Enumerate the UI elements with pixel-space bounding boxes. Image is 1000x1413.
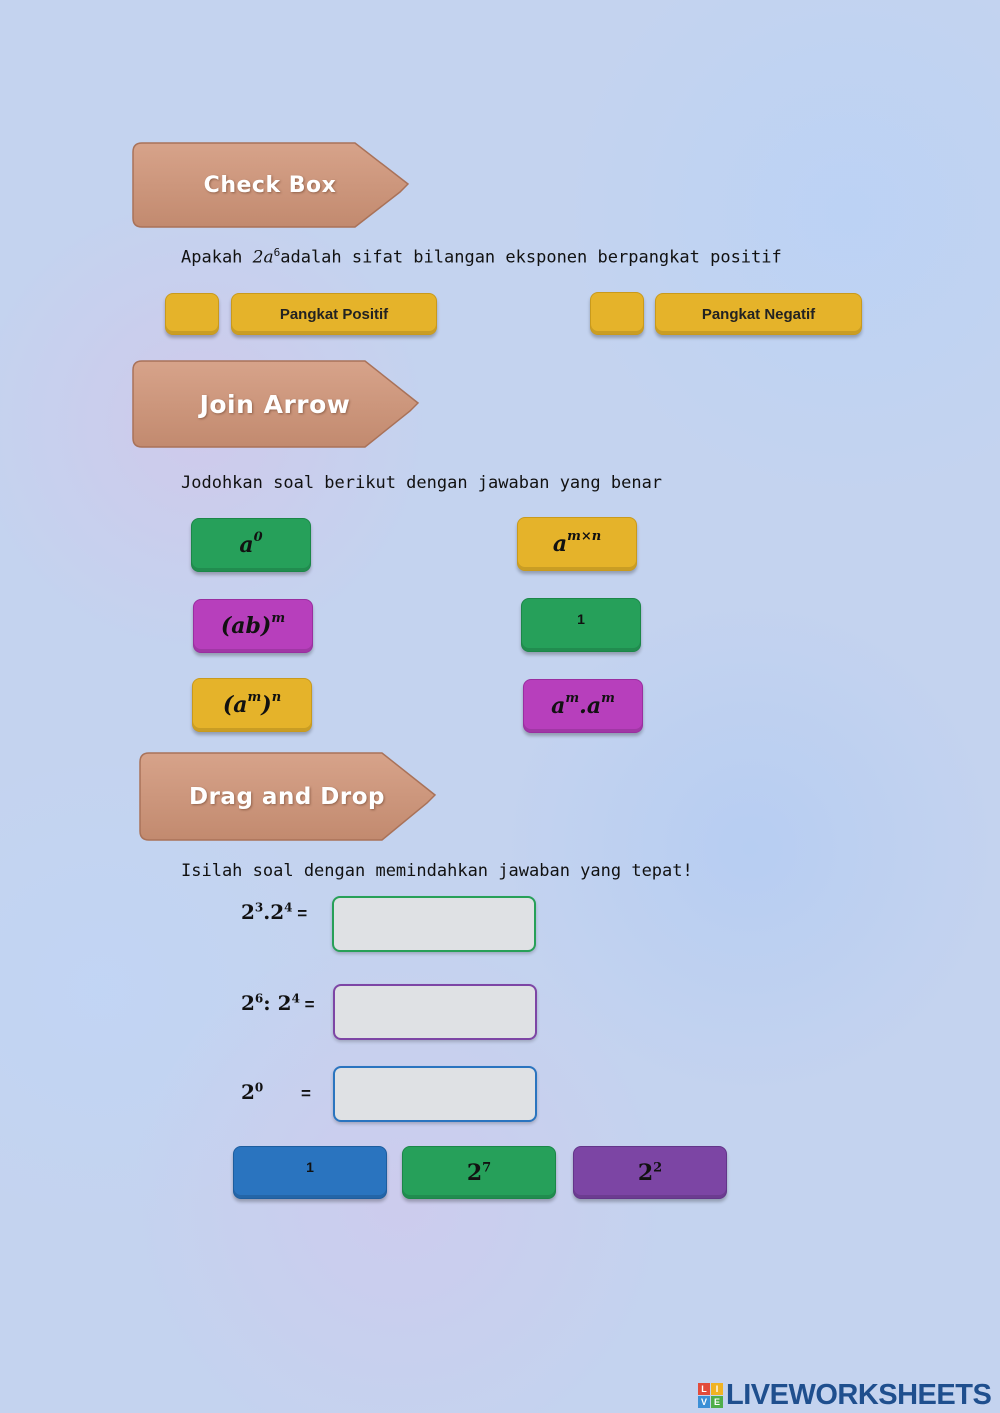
checkbox-negatif[interactable] [590,292,644,335]
drag-drop-instruction: Isilah soal dengan memindahkan jawaban yang tepat! [181,861,693,881]
section-title: Check Box [203,172,337,198]
match-left-a0[interactable]: $a^0$ [191,518,311,572]
check-box-question: Apakah $2a^6adalah$ sifat bilangan eksponen berpangkat positif [181,246,782,268]
match-left-ab-m[interactable]: (ab)$^m$ [193,599,313,653]
section-banner-drag-drop [137,750,439,843]
drop-zone-2[interactable] [333,984,537,1040]
option-label: Pangkat Negatif [701,305,816,323]
drop-zone-1[interactable] [332,896,536,952]
logo-icon: L I V E [698,1383,723,1408]
section-banner-check-box [130,140,412,230]
match-right-1[interactable]: 1 [521,598,641,652]
section-banner-join-arrow [130,358,422,450]
join-arrow-instruction: Jodohkan soal berikut dengan jawaban yang benar [181,473,663,493]
section-title: Drag and Drop [189,783,385,810]
liveworksheets-logo [698,1379,991,1412]
drop-zone-3[interactable] [333,1066,537,1122]
option-label: Pangkat Positif [279,305,389,323]
option-pangkat-positif[interactable] [231,293,437,335]
equation-1: $2^3.2^4$ = [241,900,308,924]
answer-1[interactable]: 1 [233,1146,387,1199]
option-pangkat-negatif[interactable] [655,293,862,335]
logo-text: LIVEWORKSHEETS [726,1379,992,1411]
match-right-am-am[interactable]: $a^m.a^m$ [523,679,643,733]
equation-3-equals: = [301,1084,311,1103]
checkbox-positif[interactable] [165,293,219,335]
equation-2: $2^6$: $2^4$ = [241,991,315,1015]
answer-2-pow-7[interactable]: $2^7$ [402,1146,556,1199]
equation-3: $2^0$ [241,1080,264,1104]
section-title: Join Arrow [199,389,351,419]
match-right-a-mxn[interactable]: $a^{m\times n}$ [517,517,637,571]
answer-2-pow-2[interactable]: $2^2$ [573,1146,727,1199]
match-left-am-n[interactable]: $(a^m)^n$ [192,678,312,732]
